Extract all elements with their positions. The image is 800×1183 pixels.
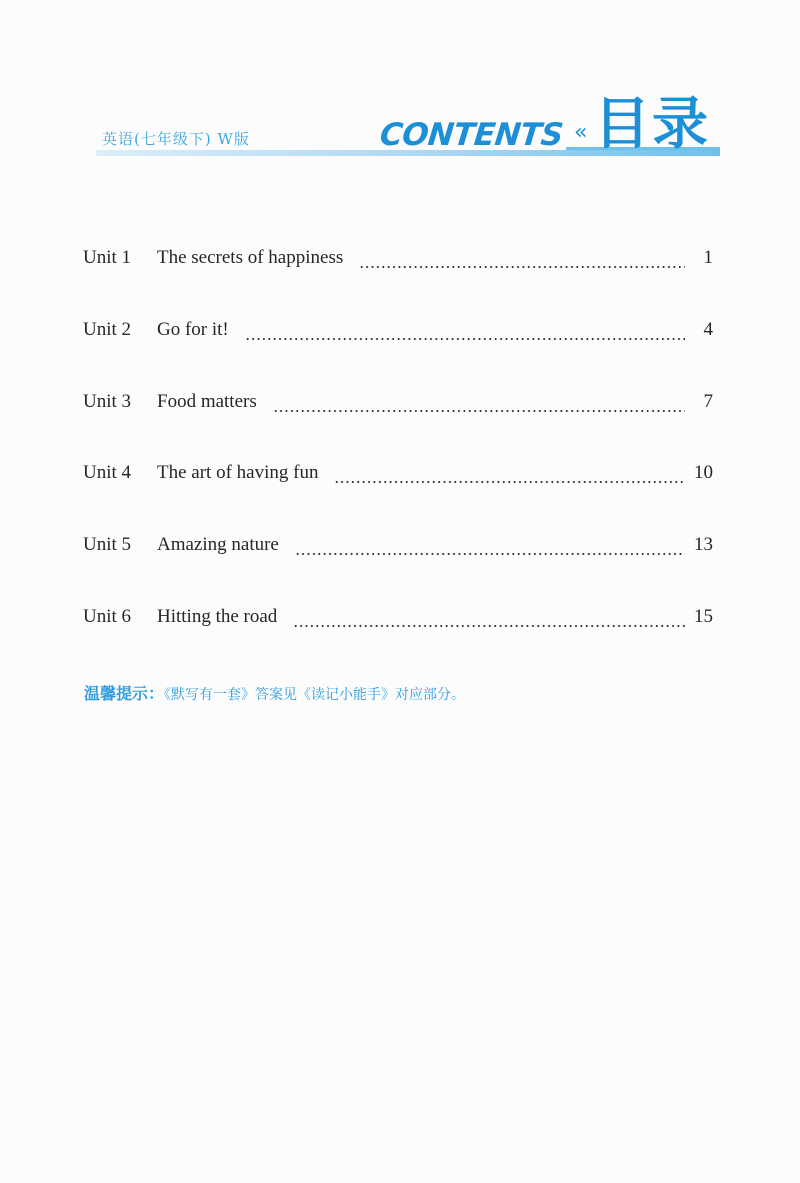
toc-entry-unit-3[interactable]: [83, 391, 713, 417]
page-number: 10: [694, 462, 713, 483]
page-number: 7: [703, 391, 713, 412]
toc-entry-unit-1[interactable]: [83, 247, 713, 273]
page-number: 4: [703, 319, 713, 340]
unit-title: The art of having fun: [157, 462, 319, 483]
unit-label: Unit 6: [83, 606, 132, 627]
book-title: 英语(七年级下) W版: [102, 130, 250, 148]
unit-label: Unit 3: [83, 391, 132, 412]
page-header: [96, 80, 720, 160]
unit-label: Unit 4: [83, 462, 132, 483]
unit-title: The secrets of happiness: [157, 247, 344, 268]
contents-heading: CONTENTS: [378, 117, 565, 153]
reminder-label: 温馨提示：: [84, 684, 165, 703]
toc-heading-cn: 目录: [594, 92, 710, 157]
unit-label: Unit 1: [83, 247, 132, 268]
dot-leader: [245, 338, 685, 340]
unit-label: Unit 5: [83, 534, 132, 555]
unit-title: Amazing nature: [157, 534, 279, 555]
unit-title: Go for it!: [157, 319, 229, 340]
toc-entry-unit-2[interactable]: [83, 319, 713, 345]
dot-leader: [273, 410, 685, 412]
unit-title: Hitting the road: [157, 606, 278, 627]
unit-label: Unit 2: [83, 319, 132, 340]
dot-leader: [295, 553, 685, 555]
dot-leader: [359, 266, 685, 268]
page-number: 15: [694, 606, 713, 627]
page-number: 13: [694, 534, 713, 555]
guillemet-icon: «: [574, 120, 588, 145]
toc-entry-unit-4[interactable]: [83, 462, 713, 488]
unit-title: Food matters: [157, 391, 257, 412]
reminder-text: 《默写有一套》答案见《读记小能手》对应部分。: [164, 687, 466, 703]
dot-leader: [293, 625, 685, 627]
toc-entry-unit-5[interactable]: [83, 534, 713, 560]
page-number: 1: [703, 247, 713, 268]
toc-entry-unit-6[interactable]: [83, 606, 713, 632]
reminder-note: [84, 681, 465, 704]
dot-leader: [334, 481, 685, 483]
